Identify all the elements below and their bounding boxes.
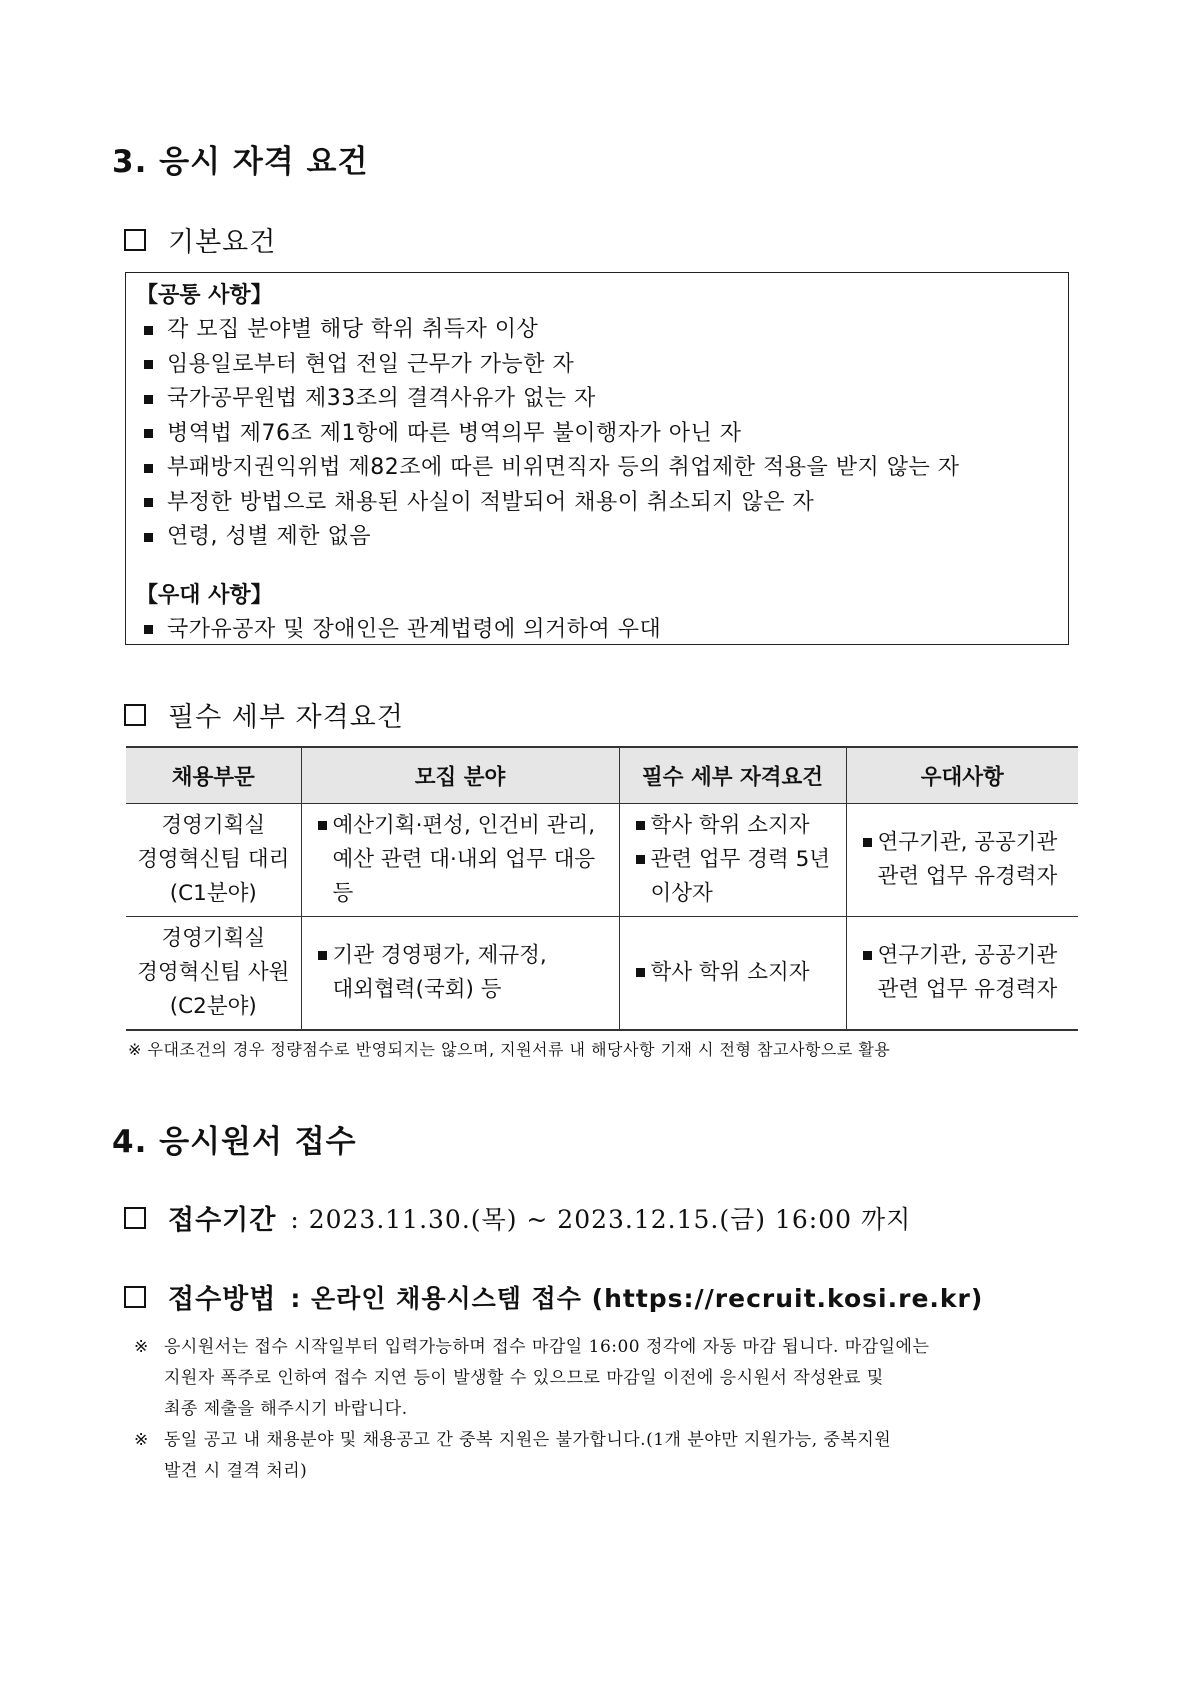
table-header-row [126,747,1078,804]
table-row [126,917,1078,1030]
period-label: 접수기간 [168,1205,277,1236]
list-item: 임용일로부터 현업 전일 근무가 가능한 자 [136,348,1058,383]
header-dept: 채용부문 [126,747,301,804]
method-value: : 온라인 채용시스템 접수 (https://recruit.kosi.re.kr) [290,1283,984,1313]
checkbox-square-icon [124,229,146,251]
section4-title: 4. 응시원서 접수 [112,1124,357,1160]
bullet-icon [318,821,327,830]
bullet-icon [636,855,645,864]
bullet-icon [144,429,153,438]
cell-dept: 경영기획실 경영혁신팀 대리 (C1분야) [126,804,301,917]
section3-title: 3. 응시 자격 요건 [112,144,369,180]
header-field: 모집 분야 [301,747,619,804]
cell-req: 학사 학위 소지자 관련 업무 경력 5년 이상자 [619,804,846,917]
list-item: 연령, 성별 제한 없음 [136,520,1058,555]
checkbox-square-icon [124,1207,146,1229]
basic-requirements-box [125,272,1069,645]
bullet-icon [863,838,872,847]
table-row [126,804,1078,917]
method-label: 접수방법 [168,1284,277,1315]
cell-dept: 경영기획실 경영혁신팀 사원 (C2분야) [126,917,301,1030]
list-item: 각 모집 분야별 해당 학위 취득자 이상 [136,313,1058,348]
basic-heading-label: 기본요건 [168,227,277,258]
note-item: ※ 동일 공고 내 채용분야 및 채용공고 간 중복 지원은 불가합니다.(1개 분야만 지원가능, 중복지원 발견 시 결격 처리) [134,1430,892,1481]
cell-pref: 연구기관, 공공기관 관련 업무 유경력자 [846,804,1078,917]
header-pref: 우대사항 [846,747,1078,804]
note-item: ※ 응시원서는 접수 시작일부터 입력가능하며 접수 마감일 16:00 정각에 자동 마감 됩니다. 마감일에는 지원자 폭주로 인하여 접수 지연 등이 발생할 수 있으므로 마감일 이전에 응시원서 작성완료 및 최종 제출을 해주시기 바랍니다. [134,1337,930,1419]
basic-heading [124,220,276,259]
pref-title: 【우대 사항】 [136,582,273,608]
list-item: 부정한 방법으로 채용된 사실이 적발되어 채용이 취소되지 않은 자 [136,486,1058,521]
table-note: ※ 우대조건의 경우 정량점수로 반영되지는 않으며, 지원서류 내 해당사항 기재 시 전형 참고사항으로 활용 [128,1040,891,1059]
cell-field: 기관 경영평가, 제규정, 대외협력(국회) 등 [301,917,619,1030]
bullet-icon [144,625,153,634]
list-item: 병역법 제76조 제1항에 따른 병역의무 불이행자가 아닌 자 [136,417,1058,452]
notes-block [134,1332,1069,1487]
bullet-icon [863,951,872,960]
detail-heading [124,695,404,734]
bullet-icon [144,464,153,473]
bullet-icon [636,968,645,977]
list-item: 국가유공자 및 장애인은 관계법령에 의거하여 우대 [136,613,1058,648]
method-line [124,1277,983,1316]
requirements-table [126,746,1078,1031]
bullet-icon [636,821,645,830]
cell-pref: 연구기관, 공공기관 관련 업무 유경력자 [846,917,1078,1030]
list-item: 부패방지권익위법 제82조에 따른 비위면직자 등의 취업제한 적용을 받지 않는 자 [136,451,1058,486]
bullet-icon [144,533,153,542]
common-title: 【공통 사항】 [136,283,273,308]
list-item: 국가공무원법 제33조의 결격사유가 없는 자 [136,382,1058,417]
period-line [124,1198,911,1237]
bullet-icon [318,951,327,960]
bullet-icon [144,326,153,335]
detail-heading-label: 필수 세부 자격요건 [168,702,404,733]
header-req: 필수 세부 자격요건 [619,747,846,804]
checkbox-square-icon [124,704,146,726]
bullet-icon [144,360,153,369]
bullet-icon [144,498,153,507]
cell-req: 학사 학위 소지자 [619,917,846,1030]
checkbox-square-icon [124,1286,146,1308]
cell-field: 예산기획·편성, 인건비 관리, 예산 관련 대·내외 업무 대응 등 [301,804,619,917]
bullet-icon [144,395,153,404]
period-value: : 2023.11.30.(목) ~ 2023.12.15.(금) 16:00 까지 [290,1204,912,1234]
